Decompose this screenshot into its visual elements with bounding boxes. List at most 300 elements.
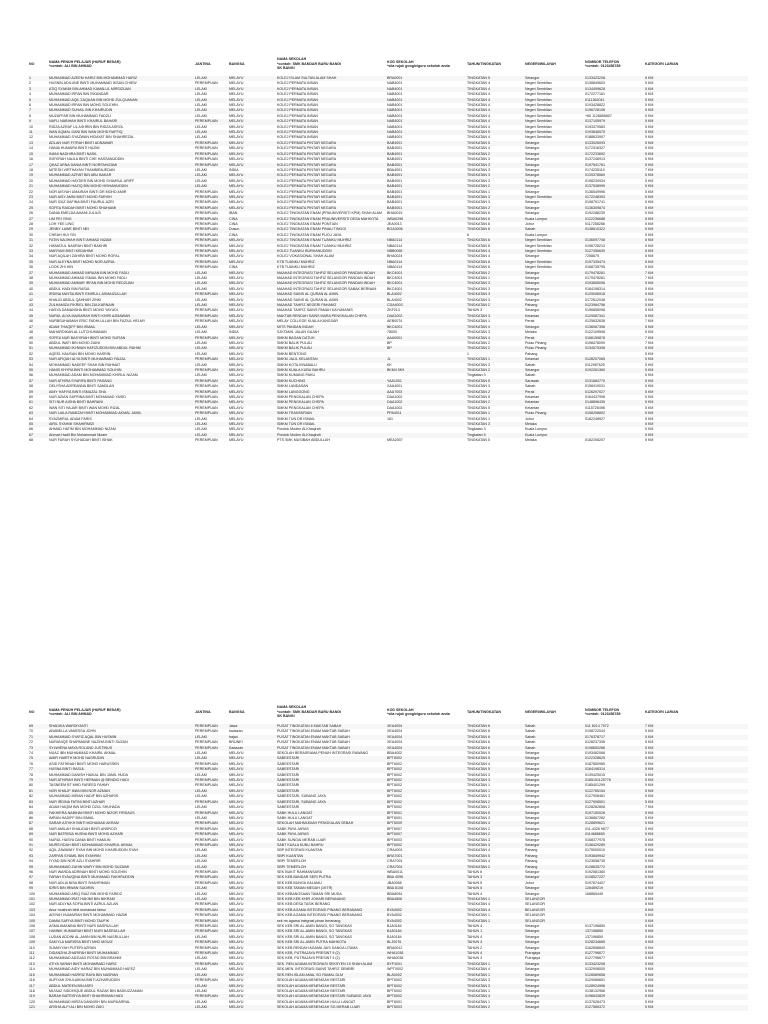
col-nama: NAMA PENUH PELAJAR (HURUF BESAR) *contoh: ALI BIN AHMAD — [49, 707, 121, 716]
cell-kod: BJA0184 — [386, 929, 466, 934]
cell-sekolah: KOLEJ TUANKU BURHANUDDIN — [276, 249, 386, 254]
cell-telefon: 0185401299 — [585, 783, 605, 788]
cell-kategori: 5 KM — [644, 908, 748, 913]
cell-bangsa: MELAYU — [228, 929, 276, 934]
cell-bangsa: MELAYU — [229, 178, 244, 183]
cell-bangsa: CINA — [228, 217, 276, 222]
cell-bangsa: MELAYU — [228, 973, 276, 978]
cell-telefon: 0192288235 — [585, 211, 605, 216]
col-sekolah: NAMA SEKOLAH *contoh: SMK BANDAR BARU BANGI SK BANGI — [277, 705, 342, 719]
cell-tahun: TINGKATAN 6 — [466, 227, 524, 232]
cell-kategori: 5 KM — [645, 135, 654, 140]
cell-tahun: TINGKATAN 3 — [467, 978, 491, 983]
cell-jantina: LELAKI — [194, 865, 228, 870]
cell-kod: BHA0019 — [387, 211, 403, 216]
cell-tahun: Tingkatan 3 — [467, 427, 486, 432]
cell-kategori: 7 KM — [644, 271, 748, 276]
cell-jantina: PEREMPUAN — [194, 929, 228, 934]
cell-jantina: LELAKI — [195, 934, 208, 939]
cell-tahun: TINGKATAN 4 — [467, 146, 491, 151]
cell-nama: HUSNA BINTI RASUL — [48, 767, 194, 772]
cell-negeri: Perak — [524, 336, 584, 341]
cell-jantina: PEREMPUAN — [194, 875, 228, 880]
cell-bangsa: MELAYU — [229, 362, 244, 367]
cell-nama: AIRIL SYAHMI SHAHIRMIZI — [48, 422, 194, 427]
cell-nama: MUHAMMAD IRFAN BIN MOHD SOLEHIN — [49, 103, 118, 108]
cell-nama: MUHAMMAD AZEEM HARIZ BIN MOHAMMAD HARIZ — [48, 76, 194, 81]
cell-bangsa: MELAYU — [228, 238, 276, 243]
cell-telefon: 011 8214 7972 — [584, 724, 644, 729]
cell-jantina: LELAKI — [195, 351, 208, 356]
cell-kod: 161 — [387, 416, 393, 421]
cell-bangsa: MELAYU — [228, 325, 276, 330]
cell-tahun: TINGKATAN 6 — [467, 211, 491, 216]
cell-kod: BBA 4096 — [386, 875, 466, 880]
cell-nama: NOR KHALIF IMAN BIN NOR AZMAN — [48, 789, 194, 794]
cell-telefon: 0136067396 — [584, 325, 644, 330]
cell-sekolah: SMKM TRANSKRIAN — [276, 411, 386, 416]
cell-kod: DAA1002 — [386, 400, 466, 405]
cell-kategori: 5 KM — [645, 265, 654, 270]
cell-kod: BPT6002 — [386, 756, 466, 761]
cell-sekolah: SABK PAYA JARAS — [277, 826, 309, 831]
cell-nama: HANIA HUMAIRA BINTI HAZMI — [49, 146, 100, 151]
cell-sekolah: PTS SMK MUSIBAH ABDULLAH — [277, 438, 330, 443]
cell-tahun: TINGKATAN 4 — [467, 81, 491, 86]
cell-sekolah: SMKM KOTA KINABALU — [277, 362, 317, 367]
cell-bangsa: MELAYU — [229, 81, 244, 86]
cell-telefon: 0198722044 — [585, 729, 605, 734]
cell-tahun: TINGKATAN 4 — [467, 103, 491, 108]
cell-kategori: 5 KM — [645, 362, 654, 367]
cell-no: 110 — [29, 945, 35, 950]
cell-kod: BPT6001 — [387, 815, 402, 820]
cell-kategori: 5 KM — [645, 924, 654, 929]
cell-nama: MUHAMMAD SYAZWAN HIDAYAT BIN SHAHREZAL — [49, 135, 135, 140]
cell-negeri: Pahang — [524, 303, 584, 308]
cell-sekolah: PUSAT TINGKATAN ENAM MAKTAB SABAH — [276, 746, 386, 751]
cell-negeri: Selangor — [525, 286, 540, 291]
cell-negeri: Selangor — [524, 281, 584, 286]
cell-negeri: Selangor — [525, 978, 540, 983]
cell-bangsa: MELAYU — [228, 756, 276, 761]
cell-telefon: 0127796677 — [585, 956, 605, 961]
cell-nama: MUHAMMAD AHMAD IMRAAN BIN MOHD FADLI — [48, 271, 194, 276]
cell-bangsa: MELAYU — [229, 988, 244, 993]
cell-telefon: 0136097708 — [584, 238, 644, 243]
cell-kategori: 5 KM — [645, 826, 654, 831]
cell-bangsa: MELAYU — [228, 260, 276, 265]
cell-sekolah: SEK KEB, PUTRAJAYA PRESINT 9 (2) — [277, 956, 340, 961]
cell-jantina: PEREMPUAN — [194, 163, 228, 168]
cell-tahun: TINGKATAN 4 — [467, 761, 491, 766]
cell-jantina: PEREMPUAN — [194, 357, 228, 362]
cell-negeri: Selangor — [524, 800, 584, 805]
cell-jantina: PEREMPUAN — [195, 902, 218, 907]
cell-kod: BLA4002 — [386, 292, 466, 297]
cell-nama: ANABELLA VANESSA JOHN — [49, 729, 96, 734]
cell-telefon: 0198230934 — [585, 178, 605, 183]
cell-jantina: PEREMPUAN — [195, 265, 218, 270]
cell-bangsa: MELAYU — [228, 173, 276, 178]
cell-no: 66 — [29, 427, 33, 432]
cell-no: 39 — [28, 281, 48, 286]
cell-tahun: TINGKATAN 1 — [466, 897, 524, 902]
cell-kategori: 5 KM — [644, 217, 748, 222]
cell-negeri: Johor — [525, 221, 534, 226]
cell-tahun: 1 — [467, 351, 469, 356]
cell-jantina: LELAKI — [194, 281, 228, 286]
cell-negeri: Selangor — [525, 178, 540, 183]
cell-sekolah: SEK KEB TAMAN MEGAH (1KTR) — [276, 886, 386, 891]
cell-kategori: 5 KM — [644, 292, 748, 297]
cell-negeri: Negeri Sembilan — [525, 135, 552, 140]
cell-sekolah: PUSAT TINGKATAN ENAM MAKTAB SABAH — [276, 735, 386, 740]
cell-jantina: PEREMPUAN — [195, 837, 218, 842]
cell-kategori: 7 KM — [645, 167, 654, 172]
cell-nama: MUHAMMAD SUHAIL BIN KHAIRUDIN — [48, 108, 194, 113]
cell-telefon: 011-4326 9877 — [585, 826, 609, 831]
cell-sekolah: SMKM BALIK PULAU — [276, 346, 386, 351]
cell-kod: BKC4001 — [386, 281, 466, 286]
cell-no: 11 — [28, 130, 48, 135]
cell-nama: NURBSUHAIMAH ERIC FADHLULLAH BIN FAZIUL HELMY — [49, 319, 146, 324]
cell-negeri: Selangor — [525, 211, 540, 216]
cell-kod: XEA4004 — [387, 740, 403, 745]
cell-bangsa: MELAYU — [229, 157, 244, 162]
cell-bangsa: MELAYU — [229, 999, 244, 1004]
cell-sekolah: SEK BUKIT RAHMANSARA — [277, 869, 323, 874]
cell-negeri: Selangor — [525, 945, 540, 950]
cell-kategori: 5 KM — [644, 886, 748, 891]
cell-telefon: 0128924996 — [584, 984, 644, 989]
cell-negeri: Selangor — [525, 891, 540, 896]
cell-jantina: LELAKI — [194, 76, 228, 81]
cell-jantina: PEREMPUAN — [195, 232, 218, 237]
cell-jantina: PEREMPUAN — [195, 761, 218, 766]
cell-kategori: 5 KM — [644, 119, 748, 124]
cell-negeri: Kelantan — [524, 314, 584, 319]
cell-bangsa: MELAYU — [229, 902, 244, 907]
cell-negeri: Sabah — [525, 384, 536, 389]
cell-sekolah: SABEESTARI — [277, 761, 300, 766]
cell-negeri: Selangor — [524, 173, 584, 178]
cell-nama: HANIS KHYRA BINTI MOHAMMAD SOLIHIN — [48, 368, 194, 373]
cell-sekolah: KOLEJ PERMATA PINTAR NEGARA — [277, 146, 337, 151]
cell-sekolah: KOLEJ ISLAM SULTAN ALAM SHAH — [276, 76, 386, 81]
cell-tahun: TINGKATAN 5 — [467, 394, 491, 399]
cell-sekolah: KOLEJ PERMATA PINTAR NEGARA — [277, 167, 337, 172]
cell-no: 69 — [28, 724, 48, 729]
table-row — [28, 1005, 748, 1010]
cell-bangsa: MELAYU — [229, 394, 244, 399]
cell-kategori: 5 KM — [644, 238, 748, 243]
cell-negeri: Selangor — [524, 756, 584, 761]
cell-sekolah: KTB TUANKU MUHRIZ — [276, 260, 386, 265]
cell-kod: XEA4004 — [386, 746, 466, 751]
cell-kategori: 5 KM — [645, 783, 654, 788]
cell-tahun: TINGKATAN 2 — [466, 346, 524, 351]
cell-kategori: 7 KM — [645, 805, 654, 810]
cell-no: 72 — [29, 740, 33, 745]
cell-negeri: Kelantan — [524, 400, 584, 405]
cell-jantina: PEREMPUAN — [194, 951, 228, 956]
cell-sekolah: MAAHAD INTEGRASI TAHFIZ SELANGOR SABAK BERNAM — [277, 286, 377, 291]
cell-negeri: Selangor — [524, 163, 584, 168]
cell-bangsa: MELAYU — [228, 357, 276, 362]
cell-telefon: 0192261360 — [584, 368, 644, 373]
cell-tahun: TINGKATAN 4 — [466, 249, 524, 254]
cell-nama: AQIL ZAWAWIY SYAH BIN MOHD KHAIRUDDIN SYAH — [49, 848, 139, 853]
cell-sekolah: SABEESTARI — [276, 789, 386, 794]
cell-negeri: Pulau Pinang — [524, 346, 584, 351]
cell-negeri: Kelantan — [525, 405, 540, 410]
cell-kategori: 5 KM — [645, 243, 654, 248]
cell-sekolah: SBP INTEGRASI KUANTAN — [277, 848, 323, 853]
cell-jantina: LELAKI — [194, 325, 228, 330]
cell-sekolah: SEKOLAH BERASRAMA PENUH INTEGRASI RAWANG — [277, 751, 369, 756]
cell-jantina: PEREMPUAN — [194, 390, 228, 395]
cell-jantina: PEREMPUAN — [194, 767, 228, 772]
cell-tahun: TINGKATAN 2 — [466, 271, 524, 276]
cell-bangsa: MELAYU — [229, 189, 244, 194]
cell-kategori: 5 KM — [645, 178, 654, 183]
cell-nama: ASID FATHINAH BINTI MOHD HARUSSEN — [49, 761, 120, 766]
cell-nama: SOFEA NUR BASYIRAH BINTI MOHD SUFIAN — [48, 336, 194, 341]
cell-negeri: Negeri Sembilan — [525, 92, 552, 97]
cell-jantina: PEREMPUAN — [194, 260, 228, 265]
cell-kod: WBA0296 — [386, 217, 466, 222]
cell-nama: NUR AISY AMNI BINTI MOHD FARISH — [48, 195, 194, 200]
cell-no: 30 — [29, 232, 33, 237]
cell-no: 31 — [28, 238, 48, 243]
cell-jantina: LELAKI — [195, 891, 208, 896]
cell-kategori: 5 KM — [645, 81, 654, 86]
cell-nama: NUR ALEYNA BINTI MOHD NOR AZRUL — [48, 260, 194, 265]
cell-kod: BJA0184 — [387, 934, 402, 939]
cell-nama: NUR AQILAH ZAHIRA BINTI MOHD ROFAL — [49, 254, 120, 259]
col-telefon: NOMBOR TELEFON *contoh: 0123456789 — [585, 59, 621, 68]
cell-no: 92 — [29, 848, 33, 853]
cell-sekolah: Pondok Moden Al-Khaqirah — [276, 433, 386, 438]
cell-kategori: 5 KM — [645, 945, 654, 950]
cell-negeri: Negeri Sembilan — [524, 108, 584, 113]
cell-nama: SAKIYLA MARISSA BINTI MHD MOUIZ — [48, 940, 194, 945]
cell-bangsa: MELAYU — [229, 751, 244, 756]
cell-nama: MAHARDIKAN AL LUTCHUMANAN — [49, 330, 107, 335]
cell-bangsa: MELAYU — [228, 811, 276, 816]
cell-no: 19 — [28, 173, 48, 178]
cell-kategori: 5 KM — [644, 865, 748, 870]
cell-jantina: PEREMPUAN — [195, 438, 218, 443]
cell-sekolah: MITS PANDAN INDAH — [276, 325, 386, 330]
cell-telefon: 0182206207 — [585, 438, 605, 443]
cell-kod: ZKF213 — [387, 308, 400, 313]
cell-tahun: TINGKATAN 5 — [466, 756, 524, 761]
cell-kod: BBA 8108 — [386, 886, 466, 891]
cell-kod: WPT0002 — [387, 967, 403, 972]
cell-kategori: 5 KM — [645, 815, 654, 820]
cell-bangsa: BRUNEI — [229, 740, 243, 745]
cell-sekolah: SEK.REN.ISLAM AMAL SG RAMAL DLM — [276, 973, 386, 978]
cell-kategori: 5 KM — [644, 1005, 748, 1010]
cell-jantina: PEREMPUAN — [194, 217, 228, 222]
cell-jantina: LELAKI — [194, 756, 228, 761]
cell-no: 104 — [29, 913, 35, 918]
cell-kod: BPT6002 — [387, 761, 402, 766]
cell-no: 2 — [29, 81, 31, 86]
cell-jantina: PEREMPUAN — [195, 384, 218, 389]
cell-no: 60 — [29, 394, 33, 399]
cell-telefon: 0137538999 — [584, 184, 644, 189]
cell-jantina: LELAKI — [194, 886, 228, 891]
cell-bangsa: MELAYU — [228, 411, 276, 416]
cell-sekolah: SEK KEB SRI AL-AMIN BANGI, SG TANGKAS — [277, 924, 352, 929]
cell-jantina: PEREMPUAN — [194, 368, 228, 373]
cell-nama: MUHAMMAD SYAFIZ AQAL BIN HUSMIN — [48, 735, 194, 740]
cell-tahun: TINGKATAN 2 — [466, 303, 524, 308]
cell-nama: SYLWIENA MAYA ROLAND JUSTINUS — [48, 746, 194, 751]
cell-sekolah: KOLEJ PERMATA INSAN — [277, 81, 319, 86]
cell-sekolah: SABEESTARI — [276, 756, 386, 761]
cell-sekolah: SMKM LANDASAN — [277, 384, 309, 389]
cell-negeri: Kuala Lumpur — [525, 232, 548, 237]
cell-no: 103 — [28, 908, 48, 913]
cell-negeri: Selangor — [525, 254, 540, 259]
cell-nama: NURUL HASYA DANIA BINTI HAMLIN — [49, 837, 111, 842]
cell-jantina: LELAKI — [195, 794, 208, 799]
cell-kategori: 5 KM — [645, 211, 654, 216]
cell-kategori: 5 KM — [644, 346, 748, 351]
cell-sekolah: KOLEJ PERMATA PINTAR NEGARA — [276, 195, 386, 200]
cell-kod: DAA1002 — [387, 394, 403, 399]
cell-negeri: Selangor — [524, 984, 584, 989]
cell-sekolah: SEK KEB, PUTRAJAYA PRESINT 9 (2) — [276, 951, 386, 956]
cell-jantina: LELAKI — [195, 135, 208, 140]
cell-telefon: 0188633907 — [585, 135, 605, 140]
cell-nama: TASNEEM BT MHD FAREED FAHMY — [49, 783, 110, 788]
cell-kod: YAA1001 — [386, 379, 466, 384]
cell-jantina: PEREMPUAN — [194, 152, 228, 157]
cell-kod: BPT6002 — [387, 783, 402, 788]
cell-jantina: PEREMPUAN — [194, 843, 228, 848]
cell-telefon: 0162248927 — [585, 416, 605, 421]
cell-kategori: 5 KM — [644, 789, 748, 794]
cell-kategori: 5 KM — [644, 735, 748, 740]
cell-kod: JEA0013 — [387, 221, 402, 226]
cell-kod: BAB4001 — [386, 163, 466, 168]
cell-telefon: 0164437998 — [585, 394, 605, 399]
cell-sekolah: SEK KEB BANDAR SERI PUTRA — [276, 875, 386, 880]
cell-kategori: 5 KM — [644, 422, 748, 427]
cell-nama: MU'AAZ SIDDHIQUE ABDUL RAZAK BIN BADIUZZAMAN — [49, 988, 143, 993]
cell-sekolah: SABK HULU LANGAT — [276, 811, 386, 816]
cell-negeri: Selangor — [524, 292, 584, 297]
cell-bangsa: CINA — [229, 232, 238, 237]
cell-nama: SYAZMIRUL ADAM FARIS — [49, 416, 92, 421]
cell-nama: NUR ADLYNA SOFIA BINTI AZRUL AZLAN — [49, 902, 119, 907]
cell-kod: BYA4002 — [386, 908, 466, 913]
cell-jantina: LELAKI — [195, 427, 208, 432]
cell-negeri: Negeri Sembilan — [524, 249, 584, 254]
cell-kod: NBA0114 — [387, 243, 403, 248]
cell-tahun: TAHUN 4 — [466, 951, 524, 956]
cell-kod: BPT6009 — [386, 821, 466, 826]
cell-negeri: Selangor — [524, 811, 584, 816]
cell-bangsa: MELAYU — [229, 92, 244, 97]
cell-no: 41 — [28, 292, 48, 297]
cell-sekolah: KOLEJ VOKASIONAL SHAH ALAM — [277, 254, 334, 259]
cell-sekolah: SEK KEB KEB KHIR JOHARI BERANANG — [276, 897, 386, 902]
cell-nama: NUR IRDINA FATINI BINTI AZHAR — [48, 800, 194, 805]
cell-tahun: TINGKATAN 4 — [467, 859, 491, 864]
cell-telefon: 0166159878 — [584, 336, 644, 341]
cell-sekolah: SEK KEB DESA TASIK BERANG — [277, 902, 331, 907]
cell-sekolah: MAAHAD TAHFIZ NEGERI PAHANG — [276, 303, 386, 308]
cell-bangsa: MELAYU — [228, 832, 276, 837]
cell-telefon: 0198791741 — [585, 200, 605, 205]
cell-negeri: Selangor — [524, 875, 584, 880]
cell-bangsa: MELAYU — [228, 821, 276, 826]
cell-jantina: PEREMPUAN — [195, 319, 218, 324]
cell-no: 51 — [28, 346, 48, 351]
cell-no: 54 — [29, 362, 33, 367]
cell-kod: BLA0002 — [386, 973, 466, 978]
cell-no: 106 — [29, 924, 35, 929]
cell-tahun: TINGKATAN 3 — [466, 984, 524, 989]
cell-bangsa: MELAYU — [229, 200, 244, 205]
cell-telefon: 0175000010 — [585, 848, 605, 853]
cell-no: 47 — [28, 325, 48, 330]
col-no: NO — [29, 709, 35, 714]
cell-kod: WHA1036 — [386, 951, 466, 956]
cell-kod: BAB4001 — [386, 195, 466, 200]
cell-no: 52 — [29, 351, 33, 356]
cell-kategori: 5 KM — [645, 232, 654, 237]
cell-telefon: 0127796677 — [584, 951, 644, 956]
cell-kod: BPT6002 — [386, 778, 466, 783]
cell-tahun: Tingkatan 3 — [467, 373, 486, 378]
cell-kod: BPT6002 — [387, 794, 402, 799]
cell-sekolah: SEKOLAH AGAMA MENENGAH BESTARI — [277, 978, 346, 983]
cell-no: 50 — [29, 340, 33, 345]
cell-tahun: TINGKATAN 1 — [467, 416, 491, 421]
cell-telefon: 0137196850 — [585, 924, 605, 929]
cell-bangsa: MELAYU — [229, 815, 244, 820]
cell-kod: BPT6001 — [387, 999, 402, 1004]
cell-tahun: TINGKATAN 5 — [466, 854, 524, 859]
cell-kategori: 5 KM — [645, 772, 654, 777]
cell-kategori: 7 KM — [645, 276, 654, 281]
cell-tahun: TINGKATAN 4 — [467, 135, 491, 140]
cell-kod: BPT6002 — [386, 994, 466, 999]
cell-sekolah: KOLEJ PERMATA PINTAR NEGARA — [277, 157, 337, 162]
cell-tahun: TINGKATAN 4 — [467, 113, 491, 118]
cell-sekolah: KOLEJ PERMATA PINTAR NEGARA — [277, 189, 337, 194]
cell-bangsa: MELAYU — [228, 119, 276, 124]
cell-nama: MUHAMMAD AIDY HARAZ BIN MUHAMMAD HAFEZ — [49, 967, 136, 972]
cell-negeri: Selangor — [525, 988, 540, 993]
cell-tahun: TINGKATAN 5 — [467, 438, 491, 443]
cell-tahun: TINGKATAN 1 — [466, 357, 524, 362]
cell-tahun: TINGKATAN 3 — [467, 384, 491, 389]
cell-no: 117 — [28, 984, 48, 989]
cell-tahun: TINGKATAN 1 — [467, 783, 491, 788]
cell-kategori: 5 KM — [644, 390, 748, 395]
cell-kategori: 5 KM — [645, 330, 654, 335]
cell-telefon: 0192581360 — [585, 869, 605, 874]
cell-kod: BPT6007 — [386, 832, 466, 837]
